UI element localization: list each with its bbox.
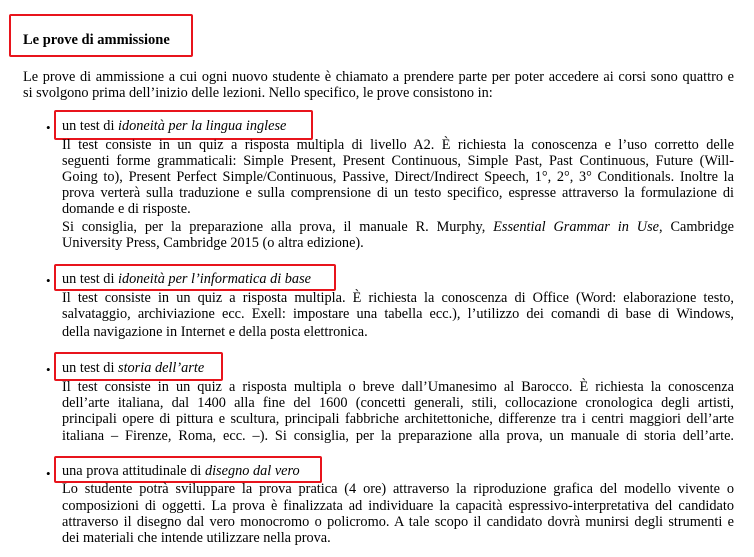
page-heading: Le prove di ammissione — [23, 32, 170, 48]
bullet-icon: • — [46, 466, 51, 481]
item-body-line: Il test consiste in un quiz a risposta multipla. È richiesta la conoscenza di Office (Word: elaborazione testo, — [62, 290, 734, 306]
item-title-emphasis: disegno dal vero — [204, 463, 300, 479]
item-title-prefix: una prova attitudinale di — [62, 463, 205, 479]
item-title-emphasis: storia dell’arte — [118, 360, 205, 376]
item-body-line: attraverso il disegno dal vero monocromo o policromo. A tale scopo il candidato dovrà munirsi degli strumenti e — [62, 514, 734, 530]
item-title-emphasis: idoneità per la lingua inglese — [118, 118, 287, 134]
item-body-line: Il test consiste in un quiz a risposta multipla di livello A2. È richiesta la conoscenza e l’uso corretto delle — [62, 137, 734, 153]
item-body-line: Il test consiste in un quiz a risposta multipla o breve dall’Umanesimo al Barocco. È richiesta la conoscenza — [62, 379, 734, 395]
item-body-line: principali opere di pittura e scultura, principali fabbriche architettoniche, differenze tra i centri maggiori dell’arte — [62, 411, 734, 427]
item-body-line: Going to), Present Perfect Simple/Continuous, Passive, Direct/Indirect Speech, 1°, 2°, 3° Conditionals. Inoltre la — [62, 169, 734, 185]
bullet-icon: • — [46, 273, 51, 288]
item-title — [62, 463, 300, 479]
advice-prefix: Si consiglia, per la preparazione alla prova, il manuale R. Murphy, — [62, 219, 494, 235]
item-body-line: prova verterà sulla traduzione e sulla comprensione di un testo specifico, espresse attraverso la formulazione di — [62, 185, 734, 201]
intro-line-2: si svolgono prima dell’inizio delle lezioni. Nello specifico, le prove consistono in: — [23, 85, 493, 101]
item-body-line: Lo studente potrà sviluppare la prova pratica (4 ore) attraverso la riproduzione grafica del modello vivente o — [62, 481, 734, 497]
item-title-prefix: un test di — [62, 360, 118, 376]
item-title — [62, 360, 204, 376]
item-body-line: composizioni di oggetti. La prova è finalizzata ad individuare la capacità espressivo-interpretativa del candidato — [62, 498, 734, 514]
item-title — [62, 271, 311, 287]
item-body-line: domande e di risposte. — [62, 201, 191, 217]
item-title — [62, 118, 286, 134]
item-title-prefix: un test di — [62, 118, 118, 134]
item-body-line: dell’arte italiana, dal 1400 alla fine del 1600 (concetti generali, stili, collocazione cronologica degli artisti, — [62, 395, 734, 411]
item-body-line: della navigazione in Internet e della posta elettronica. — [62, 324, 368, 340]
item-title-prefix: un test di — [62, 271, 118, 287]
item-body-line: italiana – Firenze, Roma, ecc. –). Si consiglia, per la preparazione alla prova, un manuale di storia dell’arte. — [62, 428, 734, 444]
advice-suffix: , Cambridge — [659, 219, 734, 235]
bullet-icon: • — [46, 120, 51, 135]
item-title-emphasis: idoneità per l’informatica di base — [118, 271, 311, 287]
item-advice-line — [62, 219, 734, 235]
item-advice-line-2: University Press, Cambridge 2015 (o altra edizione). — [62, 235, 364, 251]
advice-book-title: Essential Grammar in Use — [493, 219, 659, 235]
intro-line-1: Le prove di ammissione a cui ogni nuovo studente è chiamato a prendere parte per poter accedere ai corsi sono quattro e — [23, 69, 734, 85]
item-body-line: dei materiali che intende utilizzare nella prova. — [62, 530, 331, 546]
item-body-line: salvataggio, archiviazione ecc. Exell: impostare una tabella ecc.), l’utilizzo dei comandi di base di Windows, — [62, 306, 734, 322]
item-body-line: seguenti forme grammaticali: Simple Present, Present Continuous, Simple Past, Past Continuous, Future (Will- — [62, 153, 734, 169]
bullet-icon: • — [46, 362, 51, 377]
